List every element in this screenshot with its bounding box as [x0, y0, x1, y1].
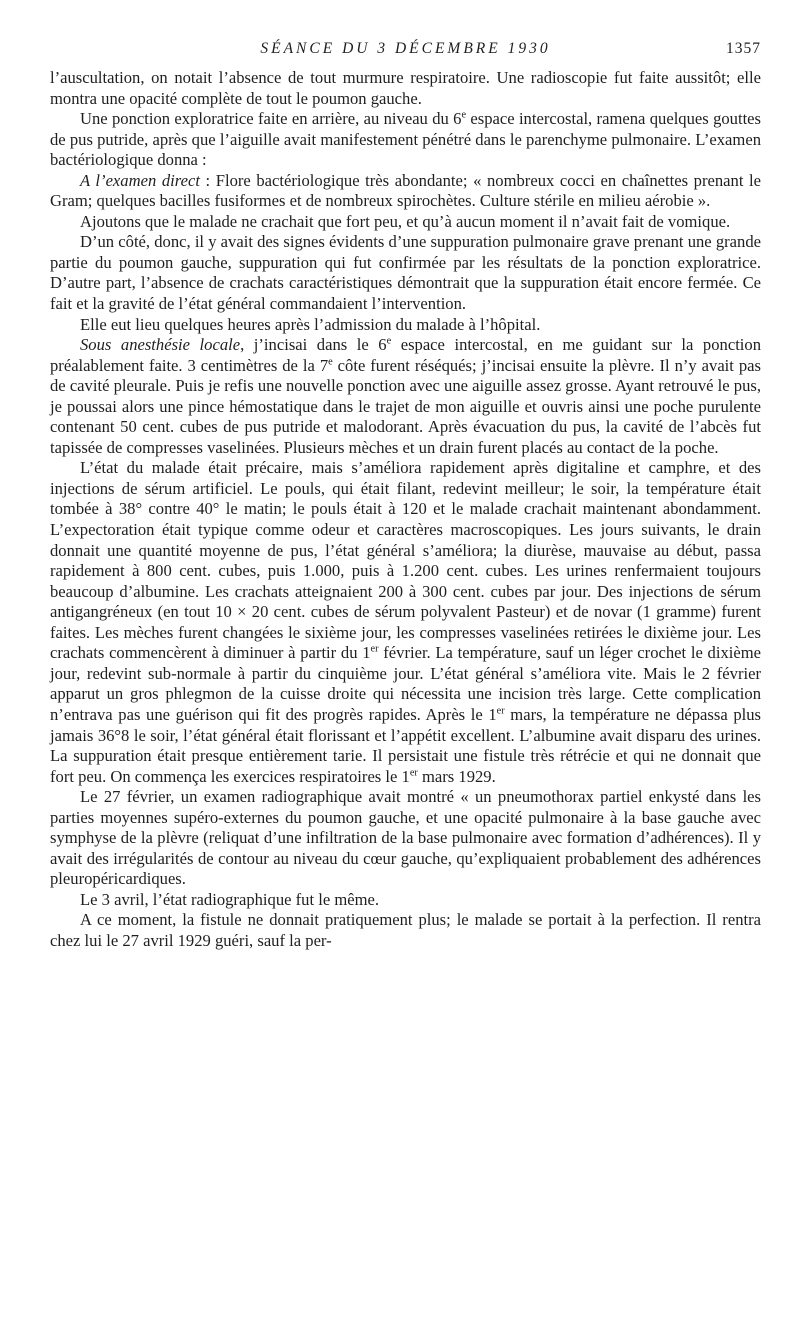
paragraph	[50, 787, 761, 890]
paragraph	[50, 910, 761, 951]
text-segment: l’auscultation, on notait l’absence de tout murmure respiratoire. Une radioscopie fut faite aussitôt; elle montra une opacité complète de tout le poumon gauche.	[50, 68, 761, 108]
text-segment: A ce moment, la fistule ne donnait pratiquement plus; le malade se portait à la perfection. Il rentra chez lui le 27 avril 1929 guéri, sauf la per-	[50, 910, 761, 950]
text-segment: espace intercostal, en me guidant sur la ponction préalablement faite. 3 centimètres de la 7	[50, 335, 762, 375]
paragraph	[50, 458, 761, 787]
text-segment: février. La température, sauf un léger crochet le dixième jour, redevint sub-normale à partir du cinquième jour. L’état général s’améliora vite. Mais le 2 février apparut un gros phlegmon de la cuisse droite qui nécessita une incision très large. Cette complication n’entrava pas une guérison qui fit des progrès rapides. Après le 1	[50, 643, 761, 724]
text-segment: Ajoutons que le malade ne crachait que fort peu, et qu’à aucun moment il n’avait fait de vomique.	[80, 211, 731, 231]
italic-text: Sous anesthésie locale	[80, 335, 241, 355]
text-segment: mars, la température ne dépassa plus jamais 36°8 le soir, l’état général était florissant et l’appétit excellent. L’albumine avait disparu des urines. La suppuration était presque entièrement tarie. Il persistait une fistule très rétrécie et qui ne donnait que fort peu. On commença les exercices respiratoires le 1	[50, 704, 761, 786]
document-page	[50, 40, 761, 952]
text-segment: Elle eut lieu quelques heures après l’admission du malade à l’hôpital.	[80, 314, 541, 334]
paragraph	[50, 68, 761, 109]
text-segment: Une ponction exploratrice faite en arrière, au niveau du 6	[80, 109, 462, 129]
body-text	[50, 68, 761, 952]
paragraph	[50, 890, 761, 911]
text-segment: L’état du malade était précaire, mais s’améliora rapidement après digitaline et camphre, et des injections de sérum artificiel. Le pouls, qui était filant, redevint meilleur; le soir, la température était tombée à 38° contre 40° le matin; le pouls était à 120 et le malade crachait maintenant abondamment. L’expectoration était typique comme odeur et caractères macroscopiques. Les jours suivants, le drain donnait une quantité moyenne de pus, l’état général s’améliora; la diurèse, mauvaise au début, passa rapidement à 800 cent. cubes, puis 1.000, puis à 1.200 cent. cubes. Les urines renfermaient toujours beaucoup d’albumine. Les crachats atteignaient 200 à 300 cent. cubes par jour. Des injections de sérum antigangréneux (en tout 10 × 20 cent. cubes de sérum polyvalent Pasteur) et de novar (1 gramme) furent faites. Les mèches furent changées le sixième jour, les compresses vaselinées retirées le dixième jour. Les crachats commencèrent à diminuer à partir du 1	[50, 458, 761, 663]
text-segment: : Flore bactériologique très abondante; « nombreux cocci en chaînettes prenant le Gram; quelques bacilles fusiformes et de nombreux spirochètes. Culture stérile en milieu aérobie ».	[50, 170, 761, 211]
superscript: e	[461, 109, 467, 121]
text-segment: espace intercostal, ramena quelques gouttes de pus putride, après que l’aiguille avait manifestement pénétré dans le parenchyme pulmonaire. L’examen bactériologique donna :	[50, 109, 761, 170]
paragraph	[50, 232, 761, 314]
text-segment: D’un côté, donc, il y avait des signes évidents d’une suppuration pulmonaire grave prenant une grande partie du poumon gauche, suppuration qui fut confirmée par les résultats de la ponction exploratrice. D’autre part, l’absence de crachats caractéristiques démontrait que la suppuration était encore fermée. Ce fait et la gravité de l’état général commandaient l’intervention.	[50, 232, 761, 314]
superscript: er	[370, 643, 379, 655]
paragraph	[50, 212, 761, 233]
text-segment: Le 27 février, un examen radiographique avait montré « un pneumothorax partiel enkysté dans les parties moyennes supéro-externes du poumon gauche, et une opacité pulmonaire à la base gauche avec symphyse de la plèvre (reliquat d’une infiltration de la base pulmonaire avec formation d’adhérences). Il y avait des irrégularités de contour au niveau du cœur gauche, qu’expliquaient probablement des adhérences pleuropéricardiques.	[50, 787, 761, 889]
text-segment: côte furent réséqués; j’incisai ensuite la plèvre. Il n’y avait pas de cavité pleurale. Puis je refis une nouvelle ponction avec une aiguille assez grosse. Ayant retrouvé le pus, je poussai alors une pince hémostatique dans le trajet de mon aiguille et ouvris ainsi une poche purulente contenant 50 cent. cubes de pus putride et malodorant. Après évacuation du pus, la cavité de l’abcès fut tapissée de compresses vaselinées. Plusieurs mèches et un drain furent placés au contact de la poche.	[50, 355, 761, 457]
paragraph	[50, 171, 761, 212]
text-segment: , j’incisai dans le 6	[240, 335, 387, 355]
paragraph	[50, 335, 761, 458]
paragraph	[50, 315, 761, 336]
page-header	[50, 40, 761, 68]
running-title: SÉANCE DU 3 DÉCEMBRE 1930	[260, 40, 551, 57]
page-number: 1357	[726, 40, 761, 57]
italic-text: A l’examen direct	[80, 170, 200, 190]
superscript: er	[496, 705, 505, 717]
paragraph	[50, 109, 761, 171]
superscript: e	[328, 356, 333, 368]
text-segment: Le 3 avril, l’état radiographique fut le même.	[80, 889, 380, 909]
superscript: er	[409, 767, 418, 779]
superscript: e	[386, 335, 392, 347]
text-segment: mars 1929.	[417, 766, 496, 786]
